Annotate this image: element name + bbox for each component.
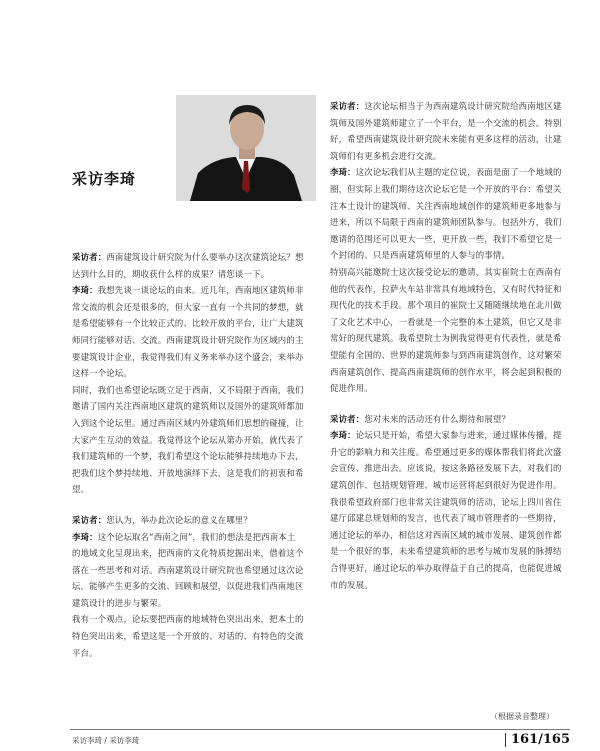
paragraph-question-3: [330, 98, 568, 164]
paragraph-question-2: [72, 512, 304, 529]
paragraph-text: 这次论坛我们从主题的定位说，表面是面了一个地域的圈，但实际上我们期待这次论坛它是一个开放的平台：希望关注本土设计的建筑师、关注西南地域创作的建筑师更多地参与进来，所以不局限于西南的建筑师团队参与。包括外方，我们邀请的范围还可以更大一些，更开放一些，我们不希望它是一个封闭的、只是西南建筑师里的人参与的事情。: [330, 167, 562, 261]
speaker-label: 李琦：: [72, 285, 98, 296]
paragraph-text: 西南建筑设计研究院为什么要举办这次建筑论坛？想达到什么目的，期收获什么样的成果？请您谈一下。: [72, 252, 304, 279]
transcription-credit: （根据录音整理）: [490, 712, 554, 721]
paragraph-text: 我有一个观点，论坛要把西南的地域特色突出出来，把本土的特色突出出来，希望这是一个开放的、对话的、有特色的交流平台。: [72, 614, 304, 658]
speaker-label: 李琦：: [72, 531, 98, 542]
paragraph-answer-1: [72, 282, 304, 382]
speaker-label: 采访者：: [330, 413, 365, 424]
speaker-label: 采访者：: [72, 514, 107, 525]
right-column: [330, 98, 568, 593]
paragraph-text: 我想先谈一谈论坛的由来。近几年，西南地区建筑师非常交流的机会还是很多的，但大家一直有一个共同的梦想，就是希望能够有一个比较正式的、比较开放的平台，让广大建筑师同行能够对话、交流。西南建筑设计研究院作为区域内的主要建筑设计企业，我觉得我们有义务来举办这个盛会，来举办这样一个论坛。: [72, 285, 304, 379]
paragraph-text: 您认为，举办此次论坛的意义在哪里？: [106, 514, 253, 525]
paragraph-answer-2: [72, 529, 304, 612]
paragraph-text: 您对未来的活动还有什么期待和展望？: [364, 413, 511, 424]
left-column: [72, 249, 304, 661]
speaker-label: 采访者：: [72, 252, 107, 262]
paragraph-text: 论坛只是开始，希望大家参与进来，通过媒体传播，提升它的影响力和关注度。希望通过更多的媒体帮我们将此次盛会宣传、推进出去。应该说，按这条路径发展下去，对我们的建筑创作、包括规划管理、城市运营将起到很好为促进作用。我很希望政府部门也非常关注建筑师的活动，论坛上四川省住建厅邱建总规划师的发言，也代表了城市管理者的一些期待，通过论坛的举办，相信这对西南区域的城市发展、建筑创作都是一个很好的事，未来希望建筑师的思考与城市发展的脉搏结合得更好，通过论坛的举办取得益于自己的提高，也能促进城市的发展。: [330, 430, 562, 590]
page-title: 采访李琦: [72, 170, 137, 188]
paragraph-answer-3-cont: [330, 264, 568, 397]
footer-separator: [505, 733, 506, 747]
interviewee-photo: [176, 95, 316, 201]
speaker-label: 采访者：: [330, 101, 365, 111]
speaker-label: 李琦：: [330, 167, 356, 178]
footer-running-title: 采访李琦 / 采访李琦: [72, 736, 140, 745]
paragraph-text: 特别高兴能邀院士这次接受论坛的邀请，其实崔院士在西南有他的代表作，拉萨火车站非常具有地域特色，又有时代特征和现代化的技术手段。那个项目的崔院士又随随继续地在北川做了文化艺术中心，一看就是一个完整的本土建筑，但它又是非常好的现代建筑。我希望院士为例我觉得更有代表性，就是希望能有全国的、世界的建筑师参与到西南建筑创作，这对繁荣西南建筑创作、提高西南建筑师的创作水平，将会起到积极的促进作用。: [330, 266, 562, 394]
paragraph-text: 同时，我们也希望论坛既立足于西南，又不局限于西南，我们邀请了国内关注西南地区建筑的建筑师以及国外的建筑师都加入到这个论坛里。通过西南区域内外建筑师们思想的碰撞，让大家产生互动的效益。我觉得这个论坛从第办开始，就代表了我们建筑师的一个梦，我们希望这个论坛能够持续地办下去，把我们这个梦持续地、开放地演绎下去，这是我们的初衷和希望。: [72, 384, 304, 495]
paragraph-answer-2-cont: [72, 611, 304, 661]
portrait-figure: [176, 95, 316, 201]
paragraph-text: 这次论坛相当于为西南建筑设计研究院给西南地区建筑师及国外建筑师建立了一个平台，是一个交流的机会。特别好，希望西南建筑设计研究院未来能有更多这样的活动，让建筑师们有更多机会进行交流。: [330, 101, 562, 161]
paragraph-answer-1-cont: [72, 382, 304, 498]
paragraph-text: 这个论坛取名“西南之间”，我们的想法是把西南本土的地域文化呈现出来，把西南的文化特质挖掘出来，借着这个落在一些思考和对话。西南建筑设计研究院也希望通过这次论坛，能够产生更多的交流、回顾和展望，以促进我们西南地区建筑设计的进步与繁荣。: [72, 531, 304, 608]
footer-divider: [70, 729, 570, 730]
page-number: 161/165: [511, 732, 571, 747]
paragraph-answer-3: [330, 164, 568, 264]
paragraph-answer-4: [330, 427, 568, 593]
speaker-label: 李琦：: [330, 430, 356, 441]
paragraph-question-4: [330, 411, 568, 428]
paragraph-question-1: [72, 249, 304, 282]
